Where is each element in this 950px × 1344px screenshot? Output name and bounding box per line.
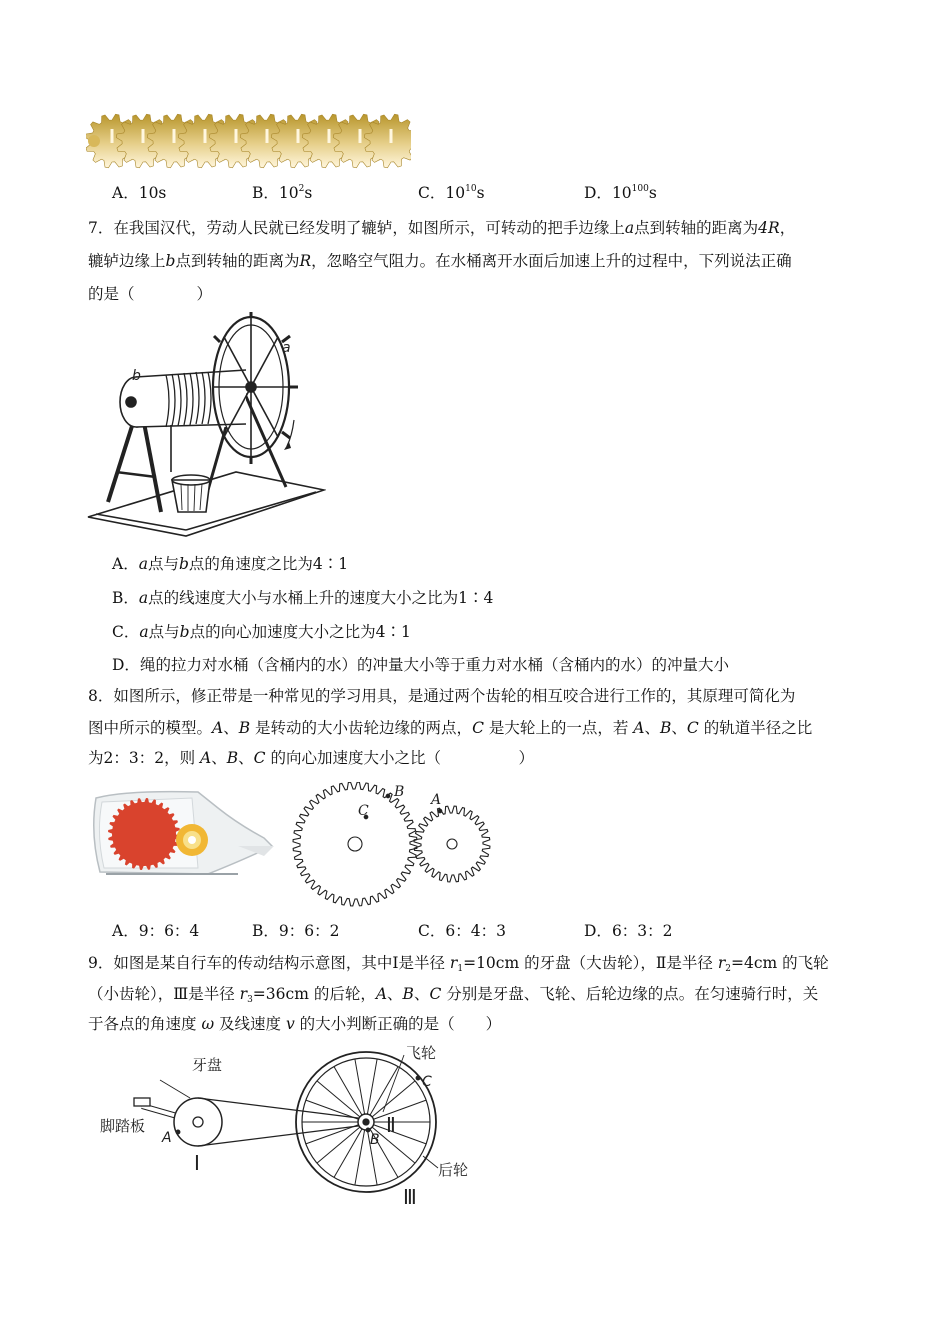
label-roman-3: Ⅲ [403,1185,417,1209]
gear-label-a: A [431,792,442,808]
q8-stem-line-3: 为2：3：2，则 A、B、C 的向心加速度大小之比（ ） [88,749,534,767]
gear-strip-figure [86,112,411,170]
q6-option-c: C．$10^{10}s$ [418,184,485,202]
q8-option-c: C．6：4：3 [418,922,506,940]
q7-option-b: B．a点的线速度大小与水桶上升的速度大小之比为1∶4 [112,589,494,607]
q8-stem-line-2: 图中所示的模型。A、B 是转动的大小齿轮边缘的两点，C 是大轮上的一点，若 A、B、C 的轨道半径之比 [88,719,813,737]
gear-strip-notch [266,129,269,143]
gears-diagram [290,782,495,910]
q8-option-a: A．9：6：4 [112,922,200,940]
gear-strip-notch [173,129,176,143]
label-rear-wheel: 后轮 [438,1161,469,1179]
windlass-figure [86,312,326,537]
gear-strip-notch [359,129,362,143]
q6-option-d: D．$10^{100}s$ [584,184,657,202]
q7-stem-line-2: 辘轳边缘上b点到转轴的距离为R，忽略空气阻力。在水桶离开水面后加速上升的过程中，下列说法正确 [88,252,792,270]
gear-label-c: C [358,803,369,819]
gear-strip-notch [111,129,114,143]
gear-strip-notch [142,129,145,143]
q9-stem-line-3: 于各点的角速度 ω 及线速度 v 的大小判断正确的是（ ） [88,1015,502,1033]
q8-stem-line-1: 8．如图所示，修正带是一种常见的学习用具，是通过两个齿轮的相互咬合进行工作的，其原理可简化为 [88,687,796,705]
q9-stem-line-2: （小齿轮），Ⅲ是半径 $r_3=36cm$ 的后轮，A、B、C 分别是牙盘、飞轮、后轮边缘的点。在匀速骑行时，关 [88,985,819,1005]
gear-label-b: B [394,784,405,800]
q7-option-d: D．绳的拉力对水桶（含桶内的水）的冲量大小等于重力对水桶（含桶内的水）的冲量大小 [112,656,729,674]
q6-option-b: B．$10^2s$ [252,184,313,202]
gear-strip-notch [235,129,238,143]
bicycle-drivetrain-diagram [98,1040,488,1210]
label-chainring: 牙盘 [192,1056,223,1074]
red-gear-teeth [108,798,180,870]
label-point-a: A [162,1130,172,1146]
q7-option-a: A．a点与b点的角速度之比为4∶1 [112,555,349,573]
gear-strip-notch [204,129,207,143]
q7-option-c: C．a点与b点的向心加速度大小之比为4∶1 [112,623,411,641]
q6-option-a: A．10s [112,184,167,202]
gear-strip-notch [328,129,331,143]
label-roman-2: Ⅱ [386,1113,396,1137]
label-point-b: B [370,1132,380,1148]
gear-strip-end [88,135,100,147]
q8-option-d: D．6：3：2 [584,922,673,940]
label-pedal: 脚踏板 [100,1117,146,1135]
label-roman-1: Ⅰ [194,1151,200,1175]
gear-strip-notch [390,129,393,143]
gear-strip-gear [364,114,411,168]
windlass-label-a: a [282,340,291,356]
label-point-c: C [422,1074,432,1090]
q7-stem-line-1: 7．在我国汉代，劳动人民就已经发明了辘轳，如图所示，可转动的把手边缘上a点到转轴的距离为4R， [88,219,796,237]
q7-stem-line-3: 的是（ ） [88,285,213,303]
gear-strip-notch [297,129,300,143]
q9-stem-line-1: 9．如图是某自行车的传动结构示意图，其中Ⅰ是半径 $r_1=10cm$ 的牙盘（大齿轮），Ⅱ是半径 $r_2=4cm$ 的飞轮 [88,954,829,974]
q8-option-b: B．9：6：2 [252,922,340,940]
label-freewheel: 飞轮 [406,1044,437,1062]
correction-tape-photo [88,788,276,880]
windlass-label-b: b [132,368,141,384]
